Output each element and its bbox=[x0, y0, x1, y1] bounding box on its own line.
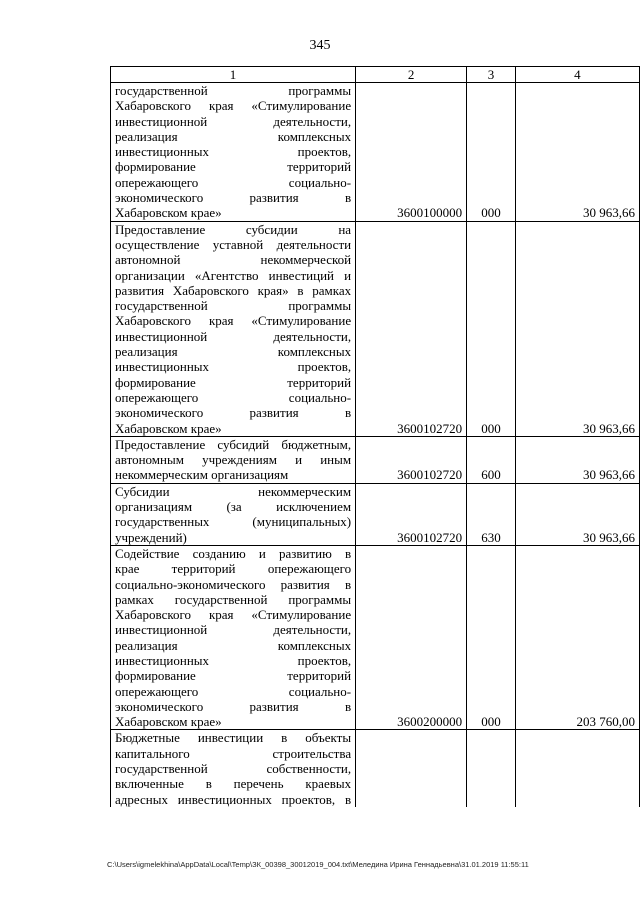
row-expense-type: 000 bbox=[467, 545, 516, 730]
description-line: автономным учреждениям и иным bbox=[115, 452, 352, 468]
column-header-2: 2 bbox=[356, 67, 467, 83]
row-target-code: 3600102720 bbox=[356, 221, 467, 436]
description-line: включенные в перечень краевых bbox=[115, 776, 352, 792]
description-line: инвестиционных проектов, bbox=[115, 359, 352, 375]
description-line: Бюджетные инвестиции в объекты bbox=[115, 730, 352, 746]
description-line: рамках государственной программы bbox=[115, 591, 352, 607]
description-line: развития Хабаровского края» в рамках bbox=[115, 282, 352, 298]
description-line: капитального строительства bbox=[115, 745, 352, 761]
description-line: некоммерческим организациям bbox=[115, 467, 289, 483]
table-row bbox=[111, 221, 640, 436]
description-line: автономной некоммерческой bbox=[115, 252, 352, 268]
column-header-1: 1 bbox=[111, 67, 356, 83]
row-amount: 30 963,66 bbox=[515, 436, 639, 483]
footer-file-path: C:\Users\igmelekhina\AppData\Local\Temp\ЗК_00398_30012019_004.txt\Меледина Ирина Геннадьевна\31.01.2019 11:55:11 bbox=[107, 860, 529, 869]
row-expense-type: 000 bbox=[467, 221, 516, 436]
row-target-code: 3600100000 bbox=[356, 83, 467, 222]
description-line: Хабаровском крае» bbox=[115, 420, 222, 436]
row-description bbox=[111, 436, 356, 483]
table-row bbox=[111, 436, 640, 483]
description-line: Хабаровском крае» bbox=[115, 714, 222, 730]
column-header-4: 4 bbox=[515, 67, 639, 83]
table-header-row bbox=[111, 67, 640, 83]
row-amount: 30 963,66 bbox=[515, 83, 639, 222]
description-line: Хабаровского края «Стимулирование bbox=[115, 98, 352, 114]
description-line: Предоставление субсидий бюджетным, bbox=[115, 436, 352, 452]
row-amount bbox=[515, 730, 639, 807]
row-target-code: 3600102720 bbox=[356, 483, 467, 545]
description-line: Содействие созданию и развитию в bbox=[115, 545, 352, 561]
table-row bbox=[111, 483, 640, 545]
budget-table bbox=[110, 66, 640, 807]
description-line: инвестиционной деятельности, bbox=[115, 328, 352, 344]
description-line: экономического развития в bbox=[115, 405, 352, 421]
description-line: опережающего социально- bbox=[115, 683, 352, 699]
row-expense-type: 630 bbox=[467, 483, 516, 545]
description-line: Хабаровского края «Стимулирование bbox=[115, 607, 352, 623]
description-line: Хабаровского края «Стимулирование bbox=[115, 313, 352, 329]
description-line: реализация комплексных bbox=[115, 637, 352, 653]
row-expense-type: 600 bbox=[467, 436, 516, 483]
description-line: экономического развития в bbox=[115, 190, 352, 206]
table-row bbox=[111, 545, 640, 730]
description-line: Хабаровском крае» bbox=[115, 205, 222, 221]
description-line: экономического развития в bbox=[115, 698, 352, 714]
description-line: крае территорий опережающего bbox=[115, 561, 352, 577]
row-amount: 30 963,66 bbox=[515, 483, 639, 545]
description-line: государственных (муниципальных) bbox=[115, 514, 352, 530]
description-line: реализация комплексных bbox=[115, 344, 352, 360]
description-line: Субсидии некоммерческим bbox=[115, 483, 352, 499]
description-line: опережающего социально- bbox=[115, 389, 352, 405]
row-amount: 30 963,66 bbox=[515, 221, 639, 436]
description-line: инвестиционной деятельности, bbox=[115, 622, 352, 638]
description-line: адресных инвестиционных проектов, в bbox=[115, 791, 352, 807]
description-line: формирование территорий bbox=[115, 159, 352, 175]
row-description bbox=[111, 730, 356, 807]
description-line: Предоставление субсидии на bbox=[115, 221, 352, 237]
description-line: государственной программы bbox=[115, 298, 352, 314]
table-row bbox=[111, 83, 640, 222]
row-target-code bbox=[356, 730, 467, 807]
row-target-code: 3600102720 bbox=[356, 436, 467, 483]
description-line: организациям (за исключением bbox=[115, 499, 352, 515]
table-body bbox=[111, 83, 640, 807]
row-target-code: 3600200000 bbox=[356, 545, 467, 730]
description-line: инвестиционной деятельности, bbox=[115, 113, 352, 129]
description-line: учреждений) bbox=[115, 529, 187, 545]
description-line: формирование территорий bbox=[115, 374, 352, 390]
row-description bbox=[111, 221, 356, 436]
row-expense-type: 000 bbox=[467, 83, 516, 222]
description-line: реализация комплексных bbox=[115, 128, 352, 144]
description-line: опережающего социально- bbox=[115, 174, 352, 190]
row-description bbox=[111, 545, 356, 730]
row-description bbox=[111, 483, 356, 545]
column-header-3: 3 bbox=[467, 67, 516, 83]
description-line: социально-экономического развития в bbox=[115, 576, 352, 592]
row-description bbox=[111, 83, 356, 222]
description-line: организации «Агентство инвестиций и bbox=[115, 267, 352, 283]
description-line: инвестиционных проектов, bbox=[115, 144, 352, 160]
description-line: осуществление уставной деятельности bbox=[115, 236, 352, 252]
row-expense-type bbox=[467, 730, 516, 807]
description-line: формирование территорий bbox=[115, 668, 352, 684]
description-line: инвестиционных проектов, bbox=[115, 652, 352, 668]
page-number: 345 bbox=[309, 38, 331, 53]
description-line: государственной программы bbox=[115, 83, 352, 98]
table-row bbox=[111, 730, 640, 807]
row-amount: 203 760,00 bbox=[515, 545, 639, 730]
description-line: государственной собственности, bbox=[115, 761, 352, 777]
